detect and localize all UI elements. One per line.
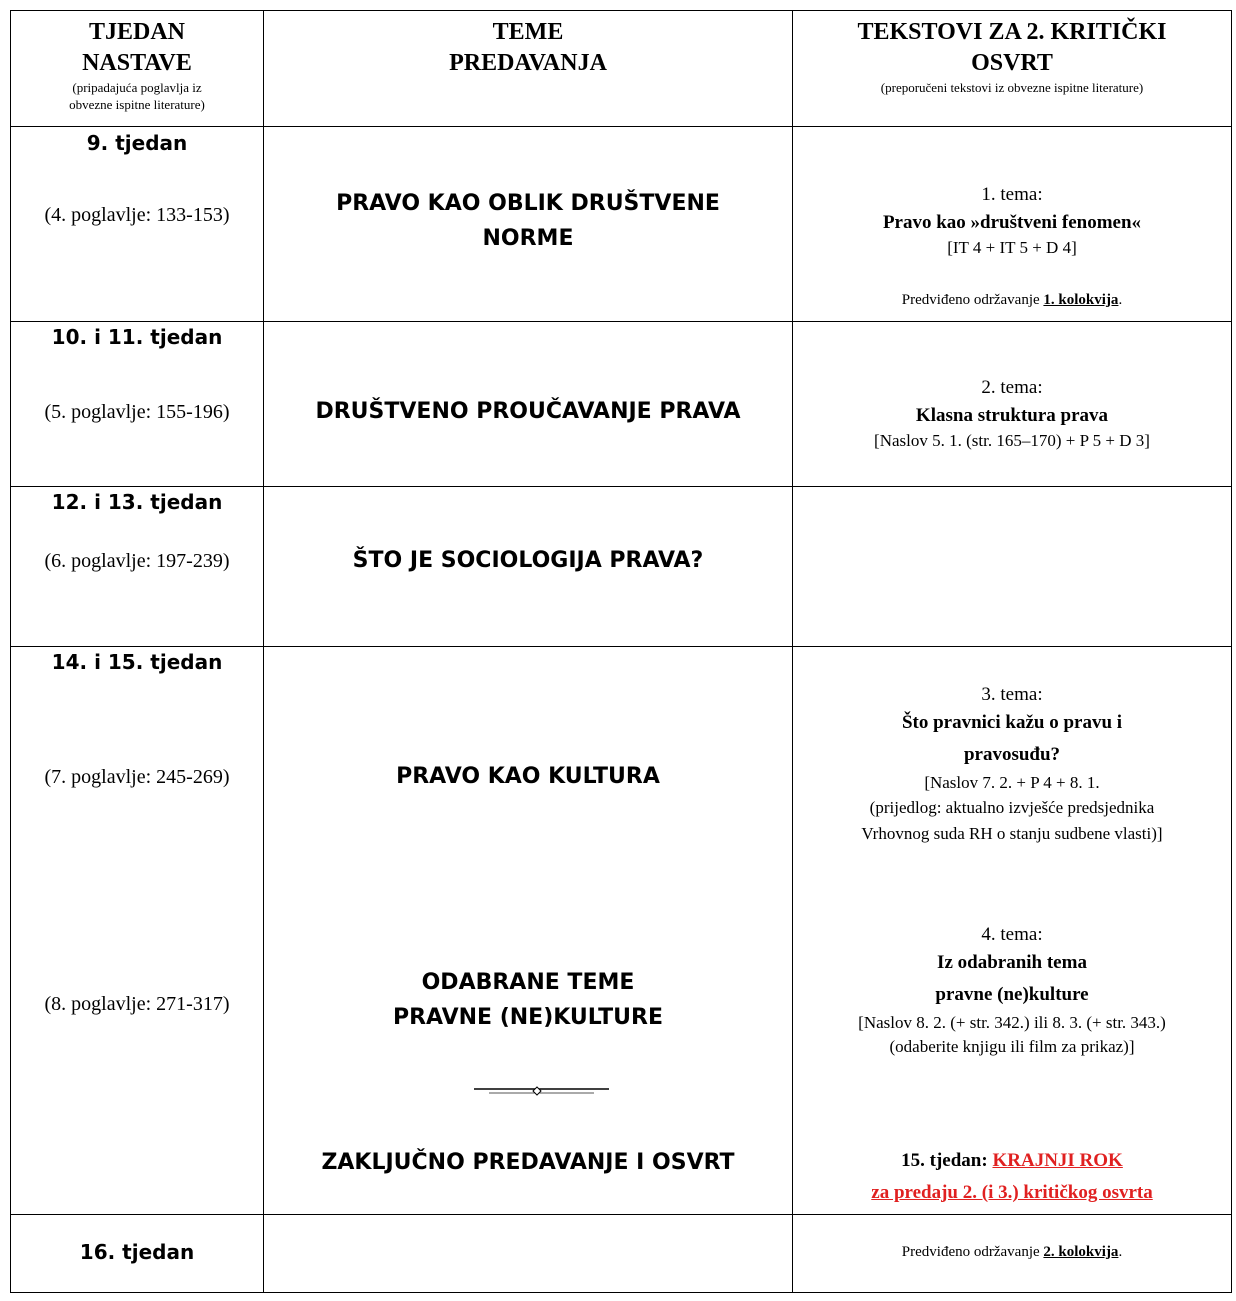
week9-text-ref: [IT 4 + IT 5 + D 4] (947, 238, 1077, 257)
header-week-title-line2: NASTAVE (82, 50, 192, 76)
week9-texts-cell (793, 127, 1232, 322)
week9-topic-cell (264, 127, 793, 322)
week10-topic: DRUŠTVENO PROUČAVANJE PRAVA (315, 399, 741, 424)
topic3-ref-line2: (prijedlog: aktualno izvješće predsjednika (869, 798, 1155, 817)
week9-colloquium-link[interactable]: 1. kolokvija (1043, 292, 1119, 308)
divider-ornament (264, 1086, 793, 1096)
schedule-page (10, 10, 1231, 1293)
week14-label: 14. i 15. tjedan (51, 650, 223, 674)
topic3-title-line1: Što pravnici kažu o pravu i (901, 712, 1123, 733)
week14-week-cell (11, 647, 264, 1215)
week10-texts-cell (793, 322, 1232, 487)
header-topics-cell (264, 11, 793, 127)
topic4-block (793, 923, 1231, 1059)
week9-week-cell (11, 127, 264, 322)
header-row (11, 11, 1232, 127)
week9-topic (264, 186, 792, 256)
row-week-9 (11, 127, 1232, 322)
week10-text-title: Klasna struktura prava (915, 405, 1109, 426)
week12-week-cell (11, 487, 264, 647)
header-texts-cell (793, 11, 1232, 127)
week12-texts-cell (793, 487, 1232, 647)
week16-texts-cell (793, 1215, 1232, 1293)
topic4-number: 4. tema: (981, 924, 1043, 945)
deadline-prefix: 15. tjedan: (901, 1150, 993, 1171)
week9-topic-line1: PRAVO KAO OBLIK DRUŠTVENE (336, 191, 720, 216)
week12-label: 12. i 13. tjedan (51, 490, 223, 514)
header-week-title-line1: TJEDAN (88, 19, 185, 45)
week12-chapter: (6. poglavlje: 197-239) (44, 550, 230, 572)
row-week-10-11 (11, 322, 1232, 487)
header-texts-title (793, 17, 1231, 79)
week14-chapter-8: (8. poglavlje: 271-317) (44, 993, 230, 1015)
week9-text-title: Pravo kao »društveni fenomen« (882, 212, 1142, 233)
header-texts-line2: OSVRT (971, 50, 1053, 76)
header-week-title (11, 17, 263, 79)
week14-topic-selected-line2: PRAVNE (NE)KULTURE (392, 1005, 663, 1030)
week16-week-cell (11, 1215, 264, 1293)
week9-note-prefix: Predviđeno održavanje (901, 292, 1044, 308)
week9-chapter: (4. poglavlje: 133-153) (44, 204, 230, 226)
schedule-table (10, 10, 1232, 1293)
week10-topic-cell (264, 322, 793, 487)
topic3-ref-line3: Vrhovnog suda RH o stanju sudbene vlasti)] (861, 824, 1163, 843)
row-week-14-15 (11, 647, 1232, 1215)
header-topics-line2: PREDAVANJA (449, 50, 607, 76)
header-week-subtitle (11, 79, 263, 113)
deadline-line1 (793, 1145, 1231, 1177)
topic3-number: 3. tema: (981, 684, 1043, 705)
header-topics-title (264, 17, 792, 79)
deadline-link[interactable]: KRAJNJI ROK (992, 1150, 1123, 1171)
week14-topic-selected-line1: ODABRANE TEME (421, 970, 635, 995)
topic4-title-line2: pravne (ne)kulture (935, 984, 1089, 1005)
week14-topic-closing: ZAKLJUČNO PREDAVANJE I OSVRT (321, 1150, 735, 1175)
week10-text-ref: [Naslov 5. 1. (str. 165–170) + P 5 + D 3] (874, 431, 1150, 450)
deadline-submission-link[interactable]: za predaju 2. (i 3.) kritičkog osvrta (871, 1182, 1153, 1203)
week16-colloquium-note (793, 1242, 1231, 1262)
topic3-block (793, 683, 1231, 847)
header-texts-subtitle: (preporučeni tekstovi iz obvezne ispitne literature) (880, 80, 1144, 95)
deadline-block (793, 1145, 1231, 1209)
row-week-12-13 (11, 487, 1232, 647)
row-week-16 (11, 1215, 1232, 1293)
week9-topic-line2: NORME (482, 226, 574, 251)
week10-text-number: 2. tema: (981, 377, 1043, 398)
week14-texts-cell (793, 647, 1232, 1215)
topic4-title-line1: Iz odabranih tema (937, 952, 1087, 973)
week10-chapter: (5. poglavlje: 155-196) (44, 401, 230, 423)
header-week-sub-line2: obvezne ispitne literature) (69, 97, 205, 112)
week9-colloquium-note (793, 290, 1231, 310)
week14-topic-cell (264, 647, 793, 1215)
week16-note-prefix: Predviđeno održavanje (901, 1244, 1044, 1260)
header-topics-line1: TEME (492, 19, 564, 45)
week16-topic-cell (264, 1215, 793, 1293)
header-texts-line1: TEKSTOVI ZA 2. KRITIČKI (857, 19, 1167, 45)
week9-note-suffix: . (1118, 292, 1123, 308)
week14-topic-culture: PRAVO KAO KULTURA (396, 764, 660, 789)
week12-topic-cell (264, 487, 793, 647)
topic3-title-line2: pravosuđu? (963, 744, 1061, 765)
week9-label: 9. tjedan (86, 131, 188, 155)
week9-text-number: 1. tema: (981, 184, 1043, 205)
week12-topic: ŠTO JE SOCIOLOGIJA PRAVA? (352, 548, 704, 573)
topic4-ref-line2: (odaberite knjigu ili film za prikaz)] (889, 1037, 1135, 1056)
week14-chapter-7: (7. poglavlje: 245-269) (44, 766, 230, 788)
week14-topic-selected (264, 965, 792, 1035)
topic3-ref-line1: [Naslov 7. 2. + P 4 + 8. 1. (924, 773, 1100, 792)
week10-week-cell (11, 322, 264, 487)
week10-label: 10. i 11. tjedan (51, 325, 223, 349)
header-week-cell (11, 11, 264, 127)
header-week-sub-line1: (pripadajuća poglavlja iz (72, 80, 202, 95)
week16-colloquium-link[interactable]: 2. kolokvija (1043, 1244, 1119, 1260)
topic4-ref-line1: [Naslov 8. 2. (+ str. 342.) ili 8. 3. (+ str. 343.) (858, 1013, 1166, 1032)
week16-note-suffix: . (1118, 1244, 1123, 1260)
week16-label: 16. tjedan (79, 1240, 195, 1264)
